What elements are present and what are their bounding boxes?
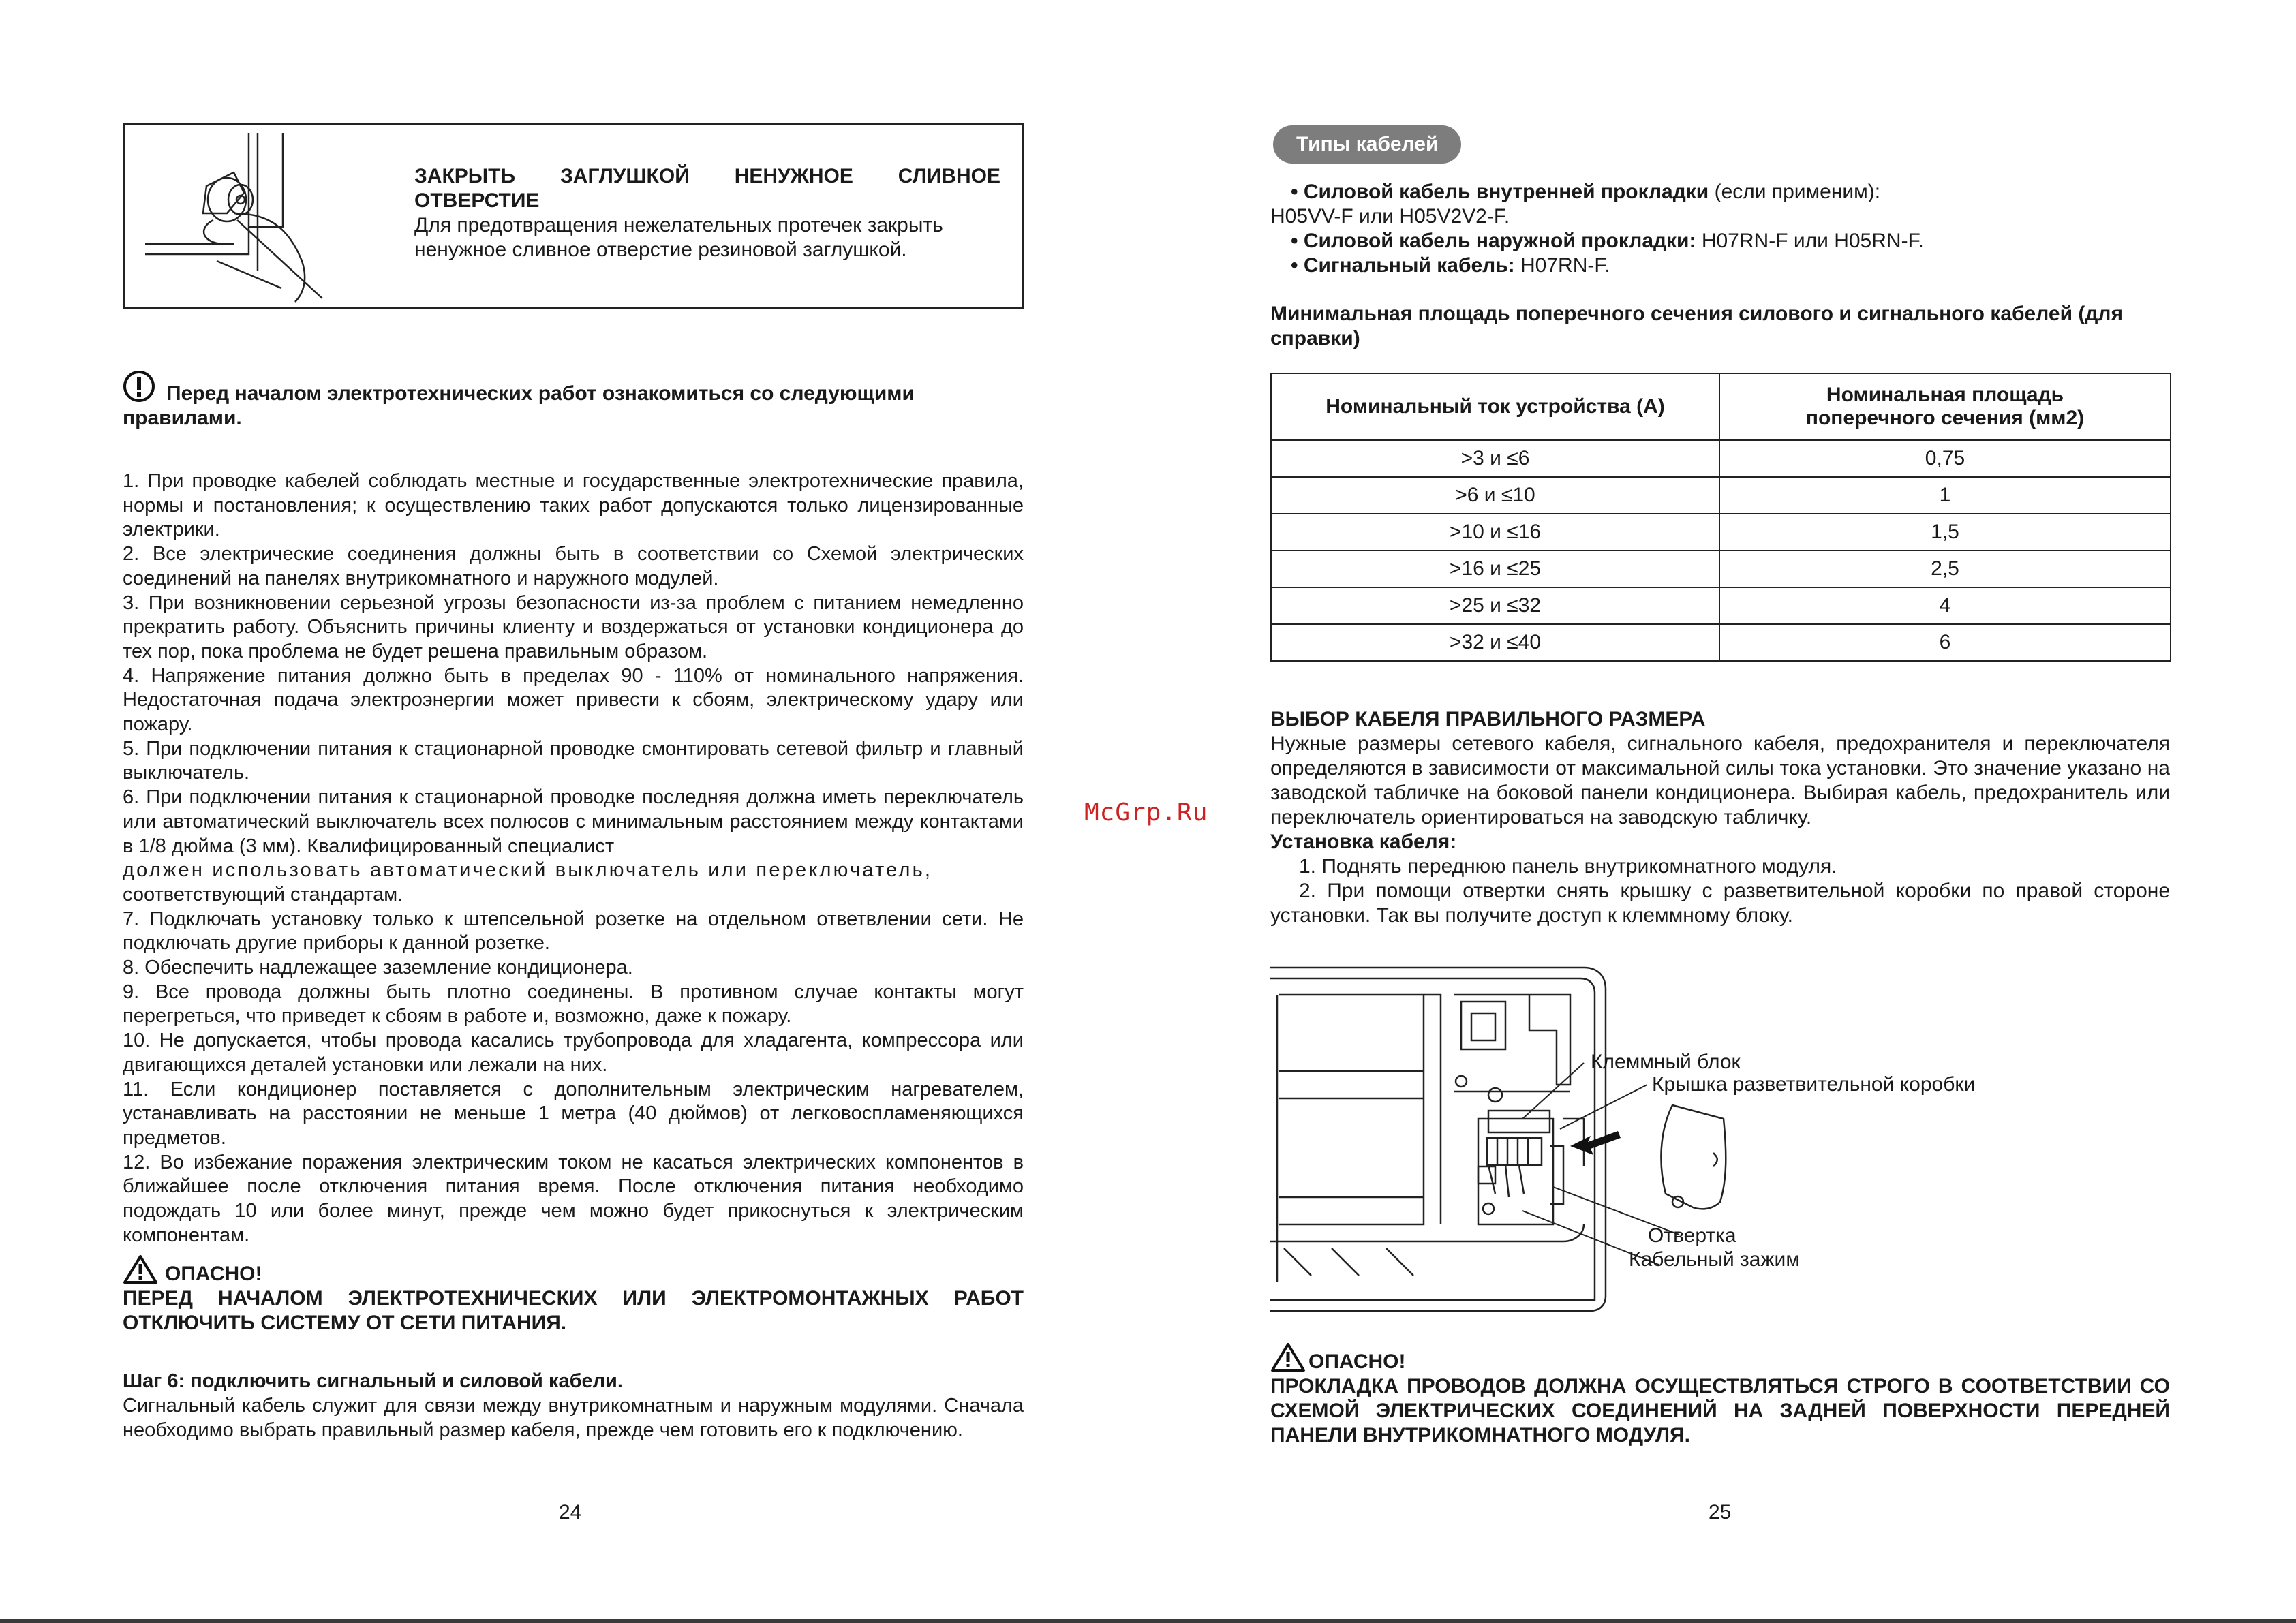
danger-notice: [123, 1254, 1024, 1335]
rule-item: 1. При проводке кабелей соблюдать местные и государственные электротехнические правила, нормы и постановления; к осуществлению таких работ допускаются только лицензированные электрики.: [123, 470, 1024, 541]
install-heading: Установка кабеля:: [1270, 831, 1457, 853]
label-junction-box-cover: Крышка разветвительной коробки: [1652, 1073, 1976, 1096]
install-step: 2. При помощи отвертки снять крышку с разветвительной коробки по правой стороне установки. Так вы получите доступ к клеммному блоку.: [1270, 880, 2170, 927]
table-cell: >25 и ≤32: [1271, 587, 1719, 624]
danger-heading-row: [123, 1254, 1024, 1286]
warning-triangle-icon: [123, 1254, 158, 1284]
drain-plug-illustration: [125, 125, 370, 307]
page-number: 25: [1709, 1501, 1732, 1524]
drain-plug-description: Для предотвращения нежелательных протечек закрыть ненужное сливное отверстие резиновой заглушкой.: [414, 214, 943, 261]
step-6-heading: Шаг 6: подключить сигнальный и силовой кабели.: [123, 1370, 623, 1392]
rule-item: 5. При подключении питания к стационарной проводке смонтировать сетевой фильтр и главный выключатель.: [123, 737, 1024, 784]
caution-text: Перед началом электротехнических работ ознакомиться со следующими правилами.: [123, 382, 915, 429]
label-cable-clamp: Кабельный зажим: [1629, 1248, 1800, 1271]
table-cell: >3 и ≤6: [1271, 440, 1719, 477]
danger-text: ПЕРЕД НАЧАЛОМ ЭЛЕКТРОТЕХНИЧЕСКИХ ИЛИ ЭЛЕКТРОМОНТАЖНЫХ РАБОТ ОТКЛЮЧИТЬ СИСТЕМУ ОТ СЕТИ ПИТАНИЯ.: [123, 1287, 1024, 1334]
table-cell: 1,5: [1719, 514, 2171, 551]
rule-item: 8. Обеспечить надлежащее заземление кондиционера.: [123, 957, 633, 979]
electrical-rules-list: [123, 469, 1024, 1248]
rule-item: 6. При подключении питания к стационарной проводке последняя должна иметь переключатель или автоматический выключатель всех полюсов с минимальным расстоянием между контактами в 1/8 дюйма (3 мм). Квалифицированный специалист: [123, 786, 1024, 857]
rule-item: 4. Напряжение питания должно быть в пределах 90 - 110% от номинального напряжения. Недостаточная подача электроэнергии может привести к сбоям, электрическому удару или пожару.: [123, 664, 1024, 736]
drain-plug-box: [123, 123, 1024, 309]
cable-type-item: • Силовой кабель внутренней прокладки (если применим):: [1291, 181, 1881, 203]
cable-type-item: • Сигнальный кабель: H07RN-F.: [1291, 254, 1610, 277]
cable-type-item-cont: H05VV-F или H05V2V2-F.: [1270, 205, 1510, 228]
danger-notice: [1270, 1342, 2170, 1448]
table-cell: 4: [1719, 587, 2171, 624]
cable-size-heading: ВЫБОР КАБЕЛЯ ПРАВИЛЬНОГО РАЗМЕРА: [1270, 708, 1706, 730]
danger-text: ПРОКЛАДКА ПРОВОДОВ ДОЛЖНА ОСУЩЕСТВЛЯТЬСЯ СТРОГО В СООТВЕТСТВИИ СО СХЕМОЙ ЭЛЕКТРИЧЕСКИХ СОЕДИНЕНИЙ НА ЗАДНЕЙ ПОВЕРХНОСТИ ПЕРЕДНЕЙ ПАНЕЛИ ВНУТРИКОМНАТНОГО МОДУЛЯ.: [1270, 1375, 2170, 1447]
table-header-current: Номинальный ток устройства (А): [1271, 373, 1719, 440]
rule-item: 11. Если кондиционер поставляется с дополнительным электрическим нагревателем, устанавливать на расстоянии не меньше 1 метра (40 дюймов) от легковоспламеняющихся предметов.: [123, 1078, 1024, 1149]
danger-heading: ОПАСНО!: [165, 1263, 262, 1285]
rule-item: 9. Все провода должны быть плотно соединены. В противном случае контакты могут перегреться, что приведет к сбоям в работе и, возможно, даже к пожару.: [123, 980, 1024, 1027]
cable-type-item: • Силовой кабель наружной прокладки: H07RN-F или H05RN-F.: [1291, 230, 1924, 252]
right-page: [1148, 0, 2296, 1623]
table-cell: >32 и ≤40: [1271, 624, 1719, 661]
label-terminal-block: Клеммный блок: [1591, 1051, 1741, 1073]
rule-item: 10. Не допускается, чтобы провода касались трубопровода для хладагента, компрессора или двигающихся деталей установки или лежали на них.: [123, 1030, 1024, 1076]
table-header-row: [1271, 373, 2171, 440]
install-step: 1. Поднять переднюю панель внутрикомнатного модуля.: [1299, 855, 1837, 878]
cable-types-list: [1270, 180, 2170, 278]
page-number: 24: [559, 1501, 582, 1524]
cable-size-text: Нужные размеры сетевого кабеля, сигнального кабеля, предохранителя и переключателя определяются в зависимости от максимальной силы тока установки. Это значение указано на заводской табличке на боковой панели кондиционера. Выбирая кабель, предохранитель или переключатель ориентироваться на заводскую табличку.: [1270, 732, 2170, 829]
table-cell: >10 и ≤16: [1271, 514, 1719, 551]
table-row: [1271, 440, 2171, 477]
rule-item: 7. Подключать установку только к штепсельной розетке на отдельном ответвлении сети. Не подключать другие приборы к данной розетке.: [123, 908, 1024, 955]
table-row: [1271, 551, 2171, 587]
rule-item: 12. Во избежание поражения электрическим током не касаться электрических компонентов в ближайшее после отключения питания время. После отключения питания необходимо подождать 10 или более минут, прежде чем можно будет прикоснуться к электрическим компонентам.: [123, 1151, 1024, 1246]
rule-item: 2. Все электрические соединения должны быть в соответствии со Схемой электрических соединений на панелях внутрикомнатного и наружного модулей.: [123, 543, 1024, 589]
danger-heading: ОПАСНО!: [1308, 1350, 1406, 1373]
table-row: [1271, 514, 2171, 551]
danger-heading-row: [1270, 1342, 2170, 1374]
cable-types-badge: Типы кабелей: [1273, 125, 1461, 164]
min-area-heading: Минимальная площадь поперечного сечения силового и сигнального кабелей (для справки): [1270, 303, 2123, 350]
table-row: [1271, 587, 2171, 624]
warning-triangle-icon: [1270, 1342, 1306, 1372]
table-row: [1271, 624, 2171, 661]
table-cell: 1: [1719, 477, 2171, 514]
table-cell: >6 и ≤10: [1271, 477, 1719, 514]
table-cell: >16 и ≤25: [1271, 551, 1719, 587]
drain-plug-text: [414, 164, 1000, 262]
rule-item: соответствующий стандартам.: [123, 883, 403, 906]
table-cell: 6: [1719, 624, 2171, 661]
rule-item: должен использовать автоматический выключатель или переключатель,: [123, 859, 933, 882]
table-row: [1271, 477, 2171, 514]
bottom-edge-bar: [0, 1619, 2296, 1623]
rule-item: 3. При возникновении серьезной угрозы безопасности из-за проблем с питанием немедленно прекратить работу. Объяснить причины клиенту и воздержаться от установки кондиционера до тех пор, пока проблема не будет решена правильным образом.: [123, 591, 1024, 662]
step-6-section: [123, 1369, 1024, 1442]
label-screwdriver: Отвертка: [1648, 1224, 1736, 1247]
caution-notice: [123, 370, 1024, 431]
terminal-block-figure: [1270, 962, 2177, 1316]
watermark: McGrp.Ru: [1084, 799, 1208, 826]
table-cell: 0,75: [1719, 440, 2171, 477]
exclamation-circle-icon: [123, 370, 155, 403]
cable-size-section: [1270, 707, 2170, 928]
table-cell: 2,5: [1719, 551, 2171, 587]
table-header-area: Номинальная площадь поперечного сечения (мм2): [1719, 373, 2171, 440]
drain-plug-title: ЗАКРЫТЬ ЗАГЛУШКОЙ НЕНУЖНОЕ СЛИВНОЕ ОТВЕРСТИЕ: [414, 165, 1000, 212]
step-6-text: Сигнальный кабель служит для связи между внутрикомнатным и наружным модулями. Сначала необходимо выбрать правильный размер кабеля, прежде чем готовить его к подключению.: [123, 1395, 1024, 1441]
cable-section-table: [1270, 373, 2171, 662]
